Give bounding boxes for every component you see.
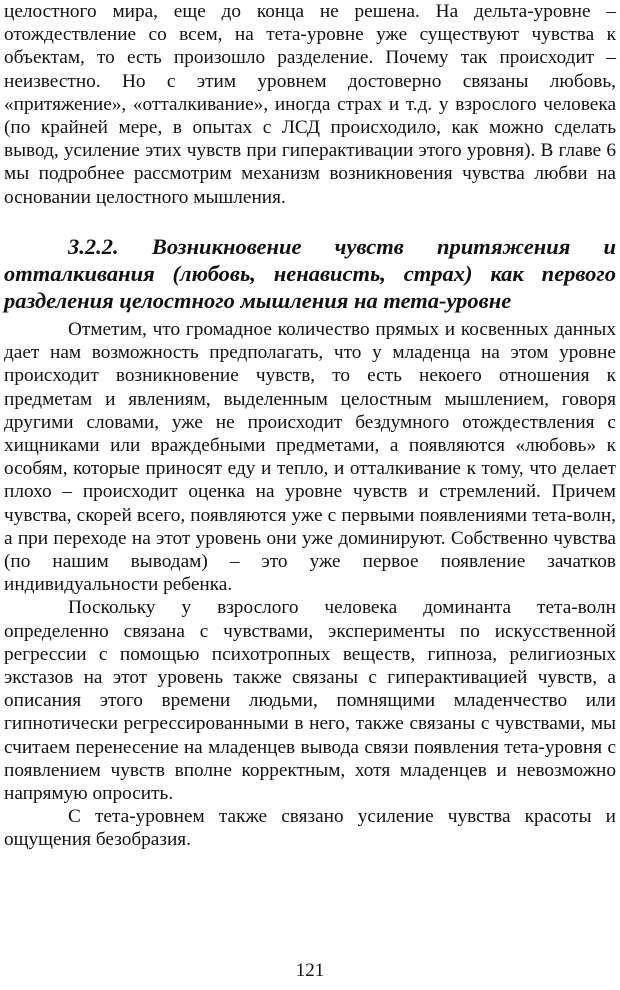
section-heading <box>4 233 616 314</box>
section-title: Возникновение чувств притяжения и отталкивания (любовь, ненависть, страх) как первого разделения целостного мышления на тета-уровне <box>4 234 617 313</box>
section-number: 3.2.2. <box>68 234 119 259</box>
paragraph-3: С тета-уровнем также связано усиление чувства красоты и ощущения безобразия. <box>4 806 616 851</box>
paragraph-2: Поскольку у взрослого человека доминанта тета-волн определенно связана с чувствами, эксперименты по искусственной регрессии с помощью психотропных веществ, гипноза, религиозных экстазов на этот уровень также связаны с гиперактивацией чувств, а описания этого времени людьми, помнящими младенчество или гипнотически регрессированными в него, также связаны с чувствами, мы считаем перенесение на младенцев вывода связи появления тета-уровня с появлением чувств вполне корректным, хотя младенцев и невозможно напрямую опросить. <box>4 597 616 805</box>
paragraph-1: Отметим, что громадное количество прямых и косвенных данных дает нам возможность предполагать, что у младенца на этом уровне происходит возникновение чувств, то есть некоего отношения к предметам и явлениям, выделенным целостным мышлением, говоря другими словами, уже не происходит бездумного отождествления с хищниками или враждебными предметами, а появляются «любовь» к особям, которые приносят еду и тепло, и отталкивание к тому, что делает плохо – происходит оценка на уровне чувств и стремлений. Причем чувства, скорей всего, появляются уже с первыми появлениями тета-волн, а при переходе на этот уровень они уже доминируют. Собственно чувства (по нашим выводам) – это уже первое появление зачатков индивидуальности ребенка. <box>4 319 616 596</box>
document-page <box>4 0 616 990</box>
section-body <box>4 318 616 852</box>
page-number: 121 <box>295 960 325 981</box>
intro-paragraph: целостного мира, еще до конца не решена. На дельта-уровне – отождествление со всем, на тета-уровне уже существуют чувства к объектам, то есть произошло разделение. Почему так происходит – неизвестно. Но с этим уровнем достоверно связаны любовь, «притяжение», «отталкивание», иногда страх и т.д. у взрослого человека (по крайней мере, в опытах с ЛСД происходило, как можно сделать вывод, усиление этих чувств при гиперактивации этого уровня). В главе 6 мы подробнее рассмотрим механизм возникновения чувства любви на основании целостного мышления. <box>4 1 616 208</box>
